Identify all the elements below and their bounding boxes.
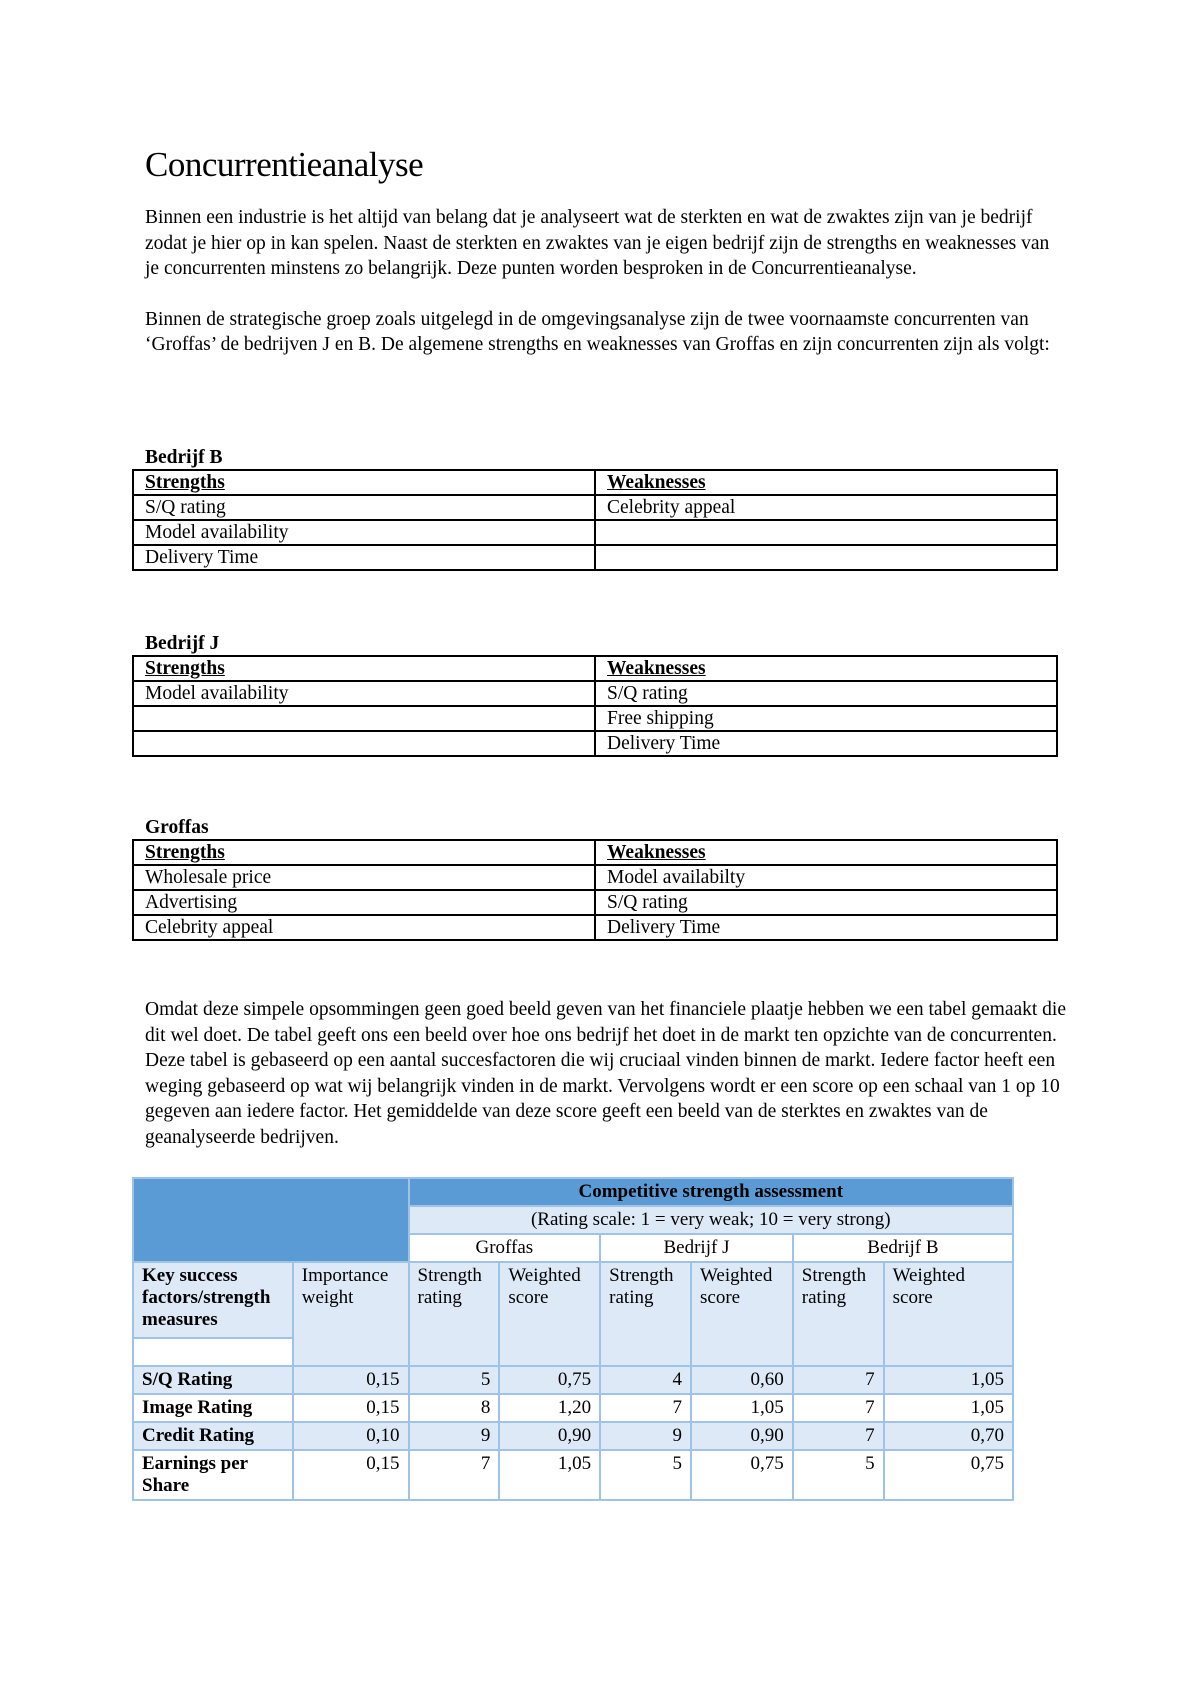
value-cell: 4 — [600, 1366, 691, 1394]
value-cell: 1,05 — [884, 1394, 1013, 1422]
weaknesses-header: Weaknesses — [595, 840, 1057, 865]
value-cell: 5 — [600, 1450, 691, 1500]
factor-label: Earnings per Share — [133, 1450, 293, 1500]
table-row — [133, 681, 1057, 706]
assessment-title: Competitive strength assessment — [409, 1178, 1013, 1206]
weakness-cell — [595, 520, 1057, 545]
value-cell: 0,75 — [691, 1450, 793, 1500]
weighted-column-header: Weighted score — [884, 1262, 1013, 1366]
value-cell: 0,70 — [884, 1422, 1013, 1450]
explanation-paragraph: Omdat deze simpele opsommingen geen goed beeld geven van het financiele plaatje hebben we een tabel gemaakt die dit wel doet. De tabel geeft ons een beeld over hoe ons bedrijf het doet in de markt ten opzichte van de concurrenten. Deze tabel is gebaseerd op een aantal succesfactoren die wij cruciaal vinden binnen de markt. Iedere factor heeft een weging gebaseerd op wat wij belangrijk vinden in de markt. Vervolgens wordt er een score op een schaal van 1 op 10 gegeven aan iedere factor. Het gemiddelde van deze score geeft een beeld van de sterktes en zwaktes van de geanalyseerde bedrijven. — [145, 999, 1067, 1148]
value-cell: 1,05 — [691, 1394, 793, 1422]
table-row — [133, 520, 1057, 545]
value-cell: 1,05 — [884, 1366, 1013, 1394]
rating-column-header: Strength rating — [600, 1262, 691, 1366]
weight-cell: 0,15 — [293, 1394, 409, 1422]
page-title: Concurrentieanalyse — [145, 145, 424, 184]
table-row — [133, 915, 1057, 940]
company-header-bedrijf-b: Bedrijf B — [793, 1234, 1013, 1262]
value-cell: 0,90 — [691, 1422, 793, 1450]
value-cell: 7 — [793, 1422, 884, 1450]
value-cell: 5 — [793, 1450, 884, 1500]
sw-table — [132, 469, 1058, 571]
empty-cell — [133, 1338, 293, 1366]
sw-table — [132, 655, 1058, 757]
company-header-bedrijf-j: Bedrijf J — [600, 1234, 793, 1262]
factor-label: Credit Rating — [133, 1422, 293, 1450]
factor-label: S/Q Rating — [133, 1366, 293, 1394]
value-cell: 7 — [793, 1394, 884, 1422]
assessment-table — [132, 1177, 1014, 1501]
rating-scale: (Rating scale: 1 = very weak; 10 = very strong) — [409, 1206, 1013, 1234]
weaknesses-header: Weaknesses — [595, 470, 1057, 495]
sw-table — [132, 839, 1058, 941]
factor-label: Image Rating — [133, 1394, 293, 1422]
weight-cell: 0,15 — [293, 1450, 409, 1500]
value-cell: 7 — [793, 1366, 884, 1394]
sw-block-bedrijf-j — [145, 633, 1071, 757]
weakness-cell: Free shipping — [595, 706, 1057, 731]
table-row — [133, 890, 1057, 915]
strength-cell: Celebrity appeal — [133, 915, 595, 940]
table-row — [133, 545, 1057, 570]
value-cell: 1,20 — [499, 1394, 600, 1422]
intro-paragraph: Binnen een industrie is het altijd van belang dat je analyseert wat de sterkten en wat de zwaktes zijn van je bedrijf zodat je hier op in kan spelen. Naast de sterkten en zwaktes van je eigen bedrijf zijn de strengths en weaknesses van je concurrenten minstens zo belangrijk. Deze punten worden besproken in de Concurrentieanalyse. — [145, 207, 1050, 279]
value-cell: 8 — [409, 1394, 500, 1422]
weakness-cell: Celebrity appeal — [595, 495, 1057, 520]
weighted-column-header: Weighted score — [499, 1262, 600, 1366]
weakness-cell: S/Q rating — [595, 681, 1057, 706]
table-row — [133, 865, 1057, 890]
weakness-cell — [595, 545, 1057, 570]
value-cell: 1,05 — [499, 1450, 600, 1500]
strength-cell — [133, 706, 595, 731]
value-cell: 0,90 — [499, 1422, 600, 1450]
factor-column-header: Key success factors/strength measures — [133, 1262, 293, 1338]
value-cell: 0,60 — [691, 1366, 793, 1394]
document-page — [142, 145, 1067, 1496]
strategic-paragraph: Binnen de strategische groep zoals uitgelegd in de omgevingsanalyse zijn de twee voornaamste concurrenten van ‘Groffas’ de bedrijven J en B. De algemene strengths en weaknesses van Groffas en zijn concurrenten zijn als volgt: — [145, 308, 1050, 355]
weight-cell: 0,10 — [293, 1422, 409, 1450]
sw-block-bedrijf-b — [145, 447, 1071, 571]
value-cell: 0,75 — [499, 1366, 600, 1394]
weakness-cell: Delivery Time — [595, 915, 1057, 940]
value-cell: 7 — [600, 1394, 691, 1422]
value-cell: 0,75 — [884, 1450, 1013, 1500]
company-heading: Groffas — [145, 817, 209, 838]
table-row — [133, 1450, 1013, 1500]
weight-cell: 0,15 — [293, 1366, 409, 1394]
strength-cell: Model availability — [133, 520, 595, 545]
company-heading: Bedrijf B — [145, 447, 223, 468]
sw-block-groffas — [145, 817, 1071, 941]
strengths-header: Strengths — [133, 470, 595, 495]
weakness-cell: S/Q rating — [595, 890, 1057, 915]
strengths-header: Strengths — [133, 840, 595, 865]
table-row — [133, 1366, 1013, 1394]
weakness-cell: Model availabilty — [595, 865, 1057, 890]
strength-cell: Advertising — [133, 890, 595, 915]
table-row — [133, 1422, 1013, 1450]
strengths-header: Strengths — [133, 656, 595, 681]
company-header-groffas: Groffas — [409, 1234, 601, 1262]
strength-cell: Model availability — [133, 681, 595, 706]
weaknesses-header: Weaknesses — [595, 656, 1057, 681]
weighted-column-header: Weighted score — [691, 1262, 793, 1366]
strength-cell: Delivery Time — [133, 545, 595, 570]
importance-column-header: Importance weight — [293, 1262, 409, 1366]
rating-column-header: Strength rating — [409, 1262, 500, 1366]
rating-column-header: Strength rating — [793, 1262, 884, 1366]
table-row — [133, 706, 1057, 731]
value-cell: 9 — [409, 1422, 500, 1450]
weakness-cell: Delivery Time — [595, 731, 1057, 756]
value-cell: 7 — [409, 1450, 500, 1500]
value-cell: 5 — [409, 1366, 500, 1394]
strength-cell — [133, 731, 595, 756]
table-row — [133, 1394, 1013, 1422]
value-cell: 9 — [600, 1422, 691, 1450]
table-row — [133, 731, 1057, 756]
company-heading: Bedrijf J — [145, 633, 220, 654]
strength-cell: S/Q rating — [133, 495, 595, 520]
table-row — [133, 495, 1057, 520]
assessment-corner — [133, 1178, 409, 1262]
strength-cell: Wholesale price — [133, 865, 595, 890]
